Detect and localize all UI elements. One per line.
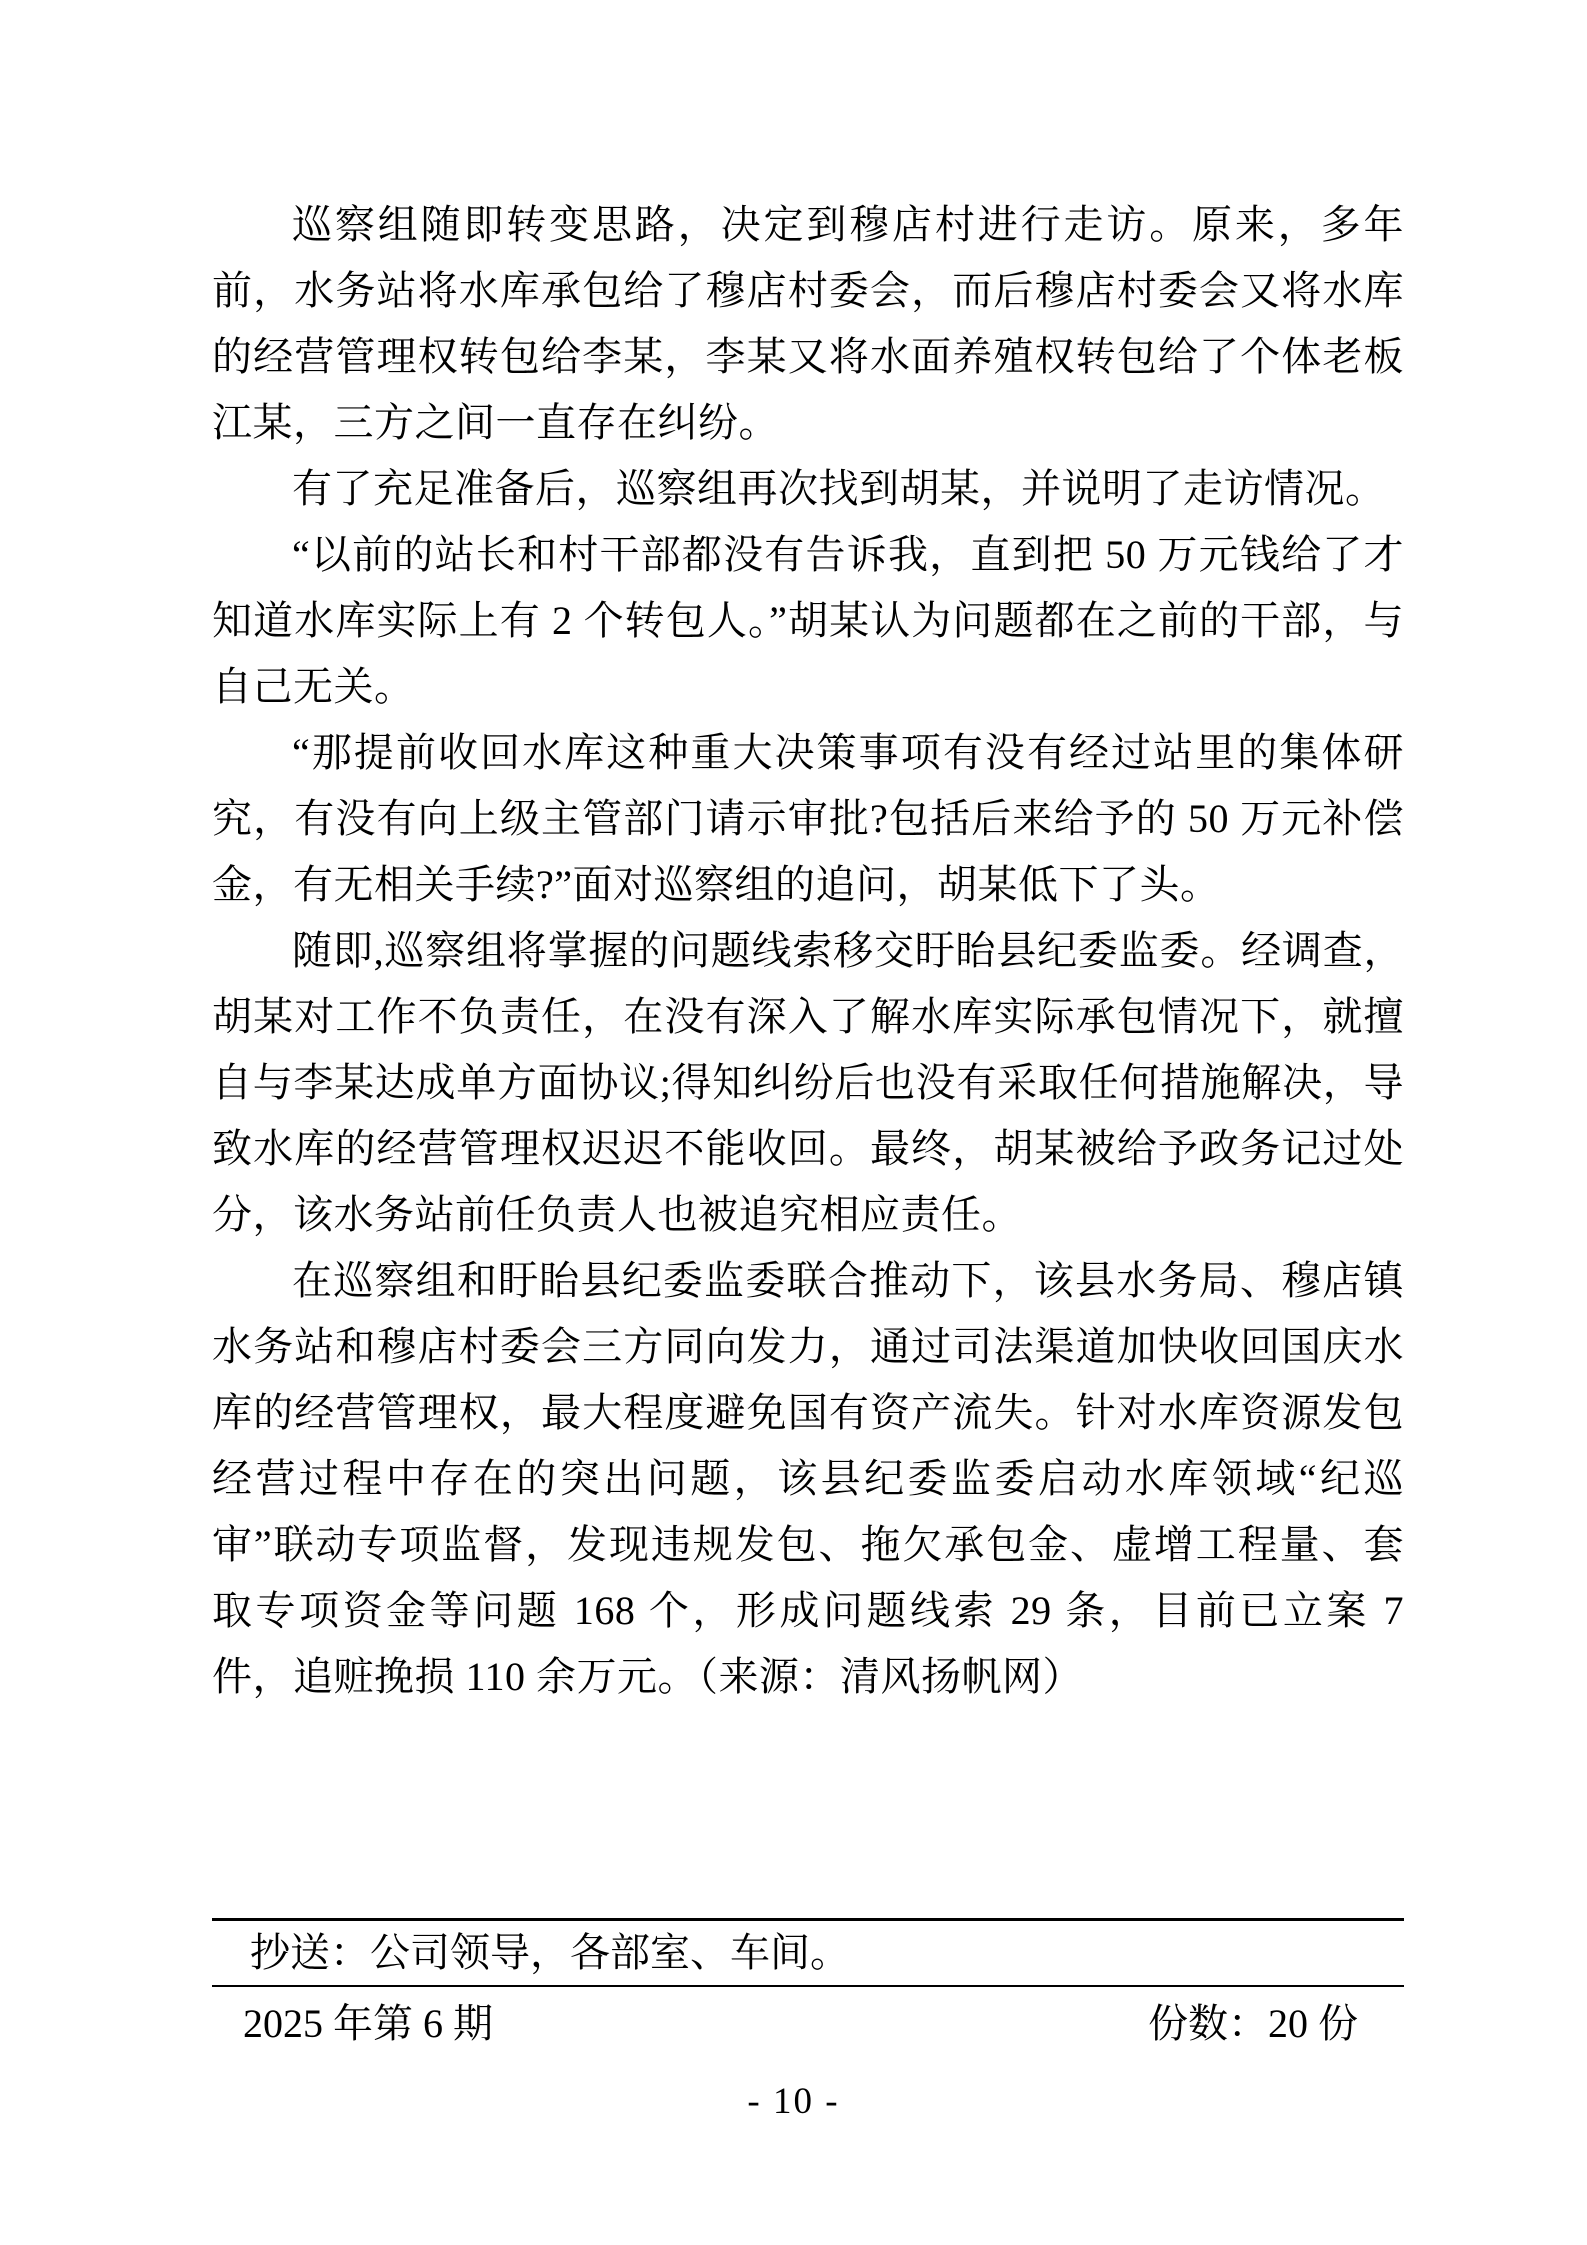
document-footer <box>212 1918 1404 2047</box>
body-paragraph: 巡察组随即转变思路，决定到穆店村进行走访。原来，多年前，水务站将水库承包给了穆店村委会，而后穆店村委会又将水库的经营管理权转包给李某，李某又将水面养殖权转包给了个体老板江某，三方之间一直存在纠纷。 <box>212 202 1404 445</box>
page-number: - 10 - <box>747 2081 840 2122</box>
issue-row <box>212 1987 1404 2047</box>
body-paragraph: 有了充足准备后，巡察组再次找到胡某，并说明了走访情况。 <box>292 466 1386 511</box>
body-paragraph: “以前的站长和村干部都没有告诉我，直到把 50 万元钱给了才知道水库实际上有 2 个转包人。”胡某认为问题都在之前的干部，与自己无关。 <box>212 532 1404 709</box>
document-body <box>212 192 1404 1710</box>
copies-label: 份数：20 份 <box>1148 2001 1358 2046</box>
body-paragraph: “那提前收回水库这种重大决策事项有没有经过站里的集体研究，有没有向上级主管部门请示审批?包括后来给予的 50 万元补偿金，有无相关手续?”面对巡察组的追问，胡某低下了头。 <box>212 730 1404 907</box>
copy-to-line: 抄送：公司领导，各部室、车间。 <box>250 1930 850 1975</box>
body-paragraph: 在巡察组和盱眙县纪委监委联合推动下，该县水务局、穆店镇水务站和穆店村委会三方同向发力，通过司法渠道加快收回国庆水库的经营管理权，最大程度避免国有资产流失。针对水库资源发包经营过程中存在的突出问题，该县纪委监委启动水库领域“纪巡审”联动专项监督，发现违规发包、拖欠承包金、虚增工程量、套取专项资金等问题 168 个，形成问题线索 29 条，目前已立案 7 件，追赃挽损 110 余万元。（来源：清风扬帆网） <box>212 1258 1404 1699</box>
issue-label: 2025 年第 6 期 <box>243 2001 493 2046</box>
body-paragraph: 随即,巡察组将掌握的问题线索移交盱眙县纪委监委。经调查，胡某对工作不负责任，在没有深入了解水库实际承包情况下，就擅自与李某达成单方面协议;得知纠纷后也没有采取任何措施解决，导致水库的经营管理权迟迟不能收回。最终，胡某被给予政务记过处分，该水务站前任负责人也被追究相应责任。 <box>212 928 1404 1237</box>
